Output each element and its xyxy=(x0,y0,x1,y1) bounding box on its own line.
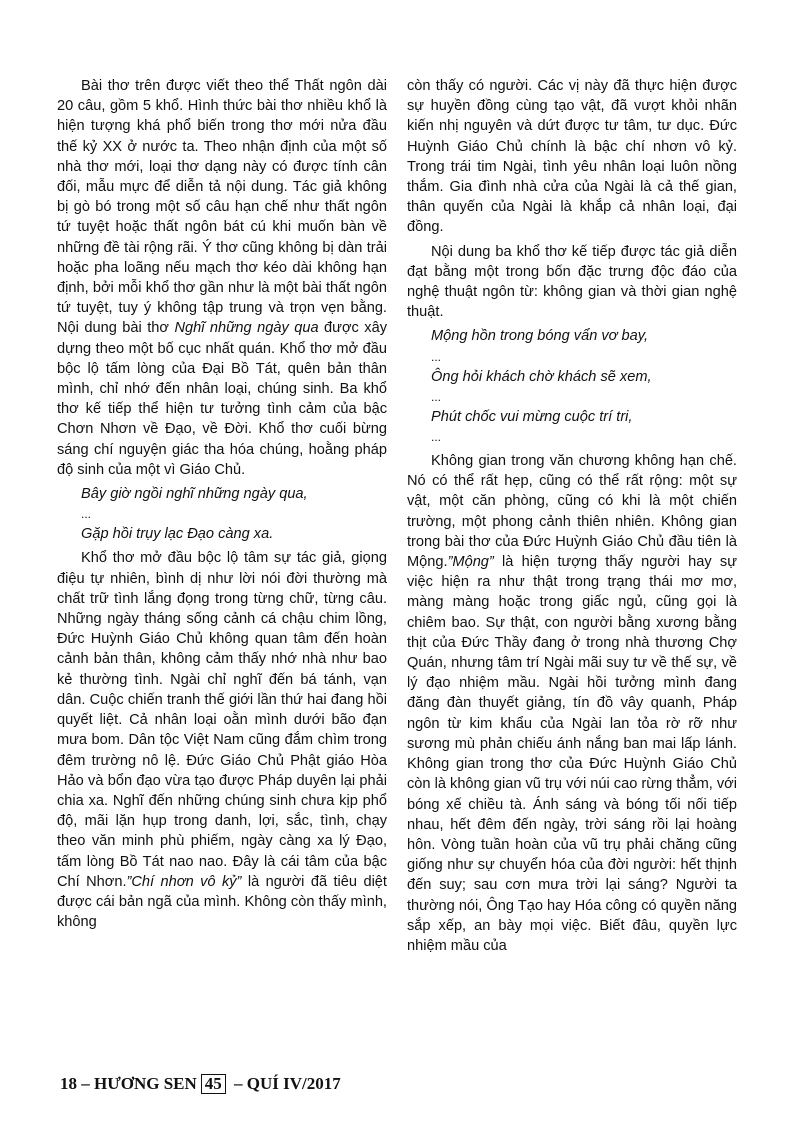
poem-title: Nghĩ những ngày qua xyxy=(174,320,319,337)
paragraph-first-stanza: Khổ thơ mở đầu bộc lộ tâm sự tác giả, giọng điệu tự nhiên, bình dị như lời nói đời thường mà chất trữ tình lắng đọng trong từng chữ, từng câu. Những ngày tháng sống cảnh cá chậu chim lồng, Đức Huỳnh Giáo Chủ không quan tâm đến hoàn cảnh bản thân, không cảm thấy nhớ nhà như bao kẻ thường tình. Ngài chỉ nghĩ đến bá tánh, vạn dân. Cuộc chiến tranh thế giới lần thứ hai đang hồi quyết liệt. Cả nhân loại oằn mình dưới bão đạn mưa bom. Dân tộc Việt Nam cũng đắm chìm trong đêm trường nô lệ. Đức Giáo Chủ Phật giáo Hòa Hảo và bổn đạo vừa tạo được Pháp duyên lại phải chia xa. Nghĩ đến những chúng sinh chưa kịp phổ độ, mãi lặn hụp trong danh, lợi, sắc, tình, chạy theo văn minh phù phiếm, ngày càng xa lý Đạo, tấm lòng Bồ Tát nao nao. Đây là cái tâm của bậc Chí Nhơn.”Chí nhơn vô kỷ” là người đã tiêu diệt được cái bản ngã của mình. Không còn thấy mình, không xyxy=(57,550,387,931)
page-number: 18 xyxy=(60,1074,77,1093)
left-column xyxy=(57,76,387,936)
paragraph-art-space-time: Nội dung ba khổ thơ kế tiếp được tác giả diễn đạt bằng một trong bốn đặc trưng độc đáo của nghệ thuật ngôn từ: không gian và thời gian nghệ thuật. xyxy=(407,243,737,321)
verse-line: Bây giờ ngồi nghĩ những ngày qua, xyxy=(81,486,308,503)
verse-line: Phút chốc vui mừng cuộc trí tri, xyxy=(431,408,633,425)
magazine-name: – HƯƠNG SEN xyxy=(77,1074,197,1093)
verse-line: Mộng hồn trong bóng vẩn vơ bay, xyxy=(431,328,649,345)
verse-line: Ông hỏi khách chờ khách sẽ xem, xyxy=(431,368,652,385)
verse-ellipsis: ... xyxy=(431,389,442,404)
right-column xyxy=(407,76,737,960)
paragraph-continued: còn thấy có người. Các vị này đã thực hiện được sự huyền đồng cùng tạo vật, đã vượt khỏi nhãn kiến nhị nguyên và dứt được tư tâm, tư dục. Đức Huỳnh Giáo Chủ chính là bậc chí nhơn vô kỷ. Trong trái tim Ngài, tình yêu nhân loại luôn nồng thắm. Gia đình nhà cửa của Ngài là cả thế gian, thân quyến của Ngài là khắp cả nhân loại, đại đồng. xyxy=(407,78,737,236)
paragraph-intro: Bài thơ trên được viết theo thể Thất ngôn dài 20 câu, gồm 5 khổ. Hình thức bài thơ nhiều khổ là hiện tượng khá phổ biến trong thơ mới nửa đầu thế kỷ XX ở nước ta. Theo nhận định của một số nhà thơ mới, loại thơ dạng này có được tính cân đối, mẫu mực để diễn tả nội dung. Tác giả không bị gò bó trong một số câu hạn chế như thất ngôn tứ tuyệt hoặc thất ngôn bát cú khi muốn bàn về những đề tài rộng rãi. Ý thơ cũng không bị dàn trải hoặc pha loãng nếu mạch thơ kéo dài không hạn định, bởi mỗi khổ thơ gần như là một bài thất ngôn tứ tuyệt, tuy ý không tập trung và trọn vẹn bằng. Nội dung bài thơ Nghĩ những ngày qua được xây dựng theo một bố cục nhất quán. Khổ thơ mở đầu bộc lộ tấm lòng của Đại Bồ Tát, quên bản thân mình, chỉ nhớ đến nhân loại, chúng sinh. Ba khổ thơ kế tiếp thể hiện tư tưởng tình cảm của bậc Chơn Nhơn về Đạo, về Đời. Khổ thơ cuối bừng sáng chí nguyện giác tha hóa chúng, hoằng pháp độ sinh của một vì Giáo Chủ. xyxy=(57,78,387,478)
issue-number: 45 xyxy=(201,1074,226,1094)
verse-ellipsis: ... xyxy=(431,430,442,445)
quote-italic: ”Chí nhơn vô kỷ” xyxy=(126,873,242,890)
verse-line: Gặp hồi trụy lạc Đạo càng xa. xyxy=(81,526,274,543)
paragraph-space: Không gian trong văn chương không hạn chế. Nó có thể rất hẹp, cũng có thể rất rộng: một sự vật, một căn phòng, cũng có khi là một chiến trường, một phong cảnh thiên nhiên. Không gian trong bài thơ của Đức Huỳnh Giáo Chủ đầu tiên là Mộng.”Mộng” là hiện tượng thấy người hay sự việc hiện ra như thật trong trạng thái mơ mơ, màng màng hoặc trong giấc ngủ, cũng gọi là chiêm bao. Sự thật, con người bằng xương bằng thịt của Đức Thầy đang ở trong nhà thương Chợ Quán, nhưng tâm trí Ngài mãi suy tư về thế sự, về lý đạo nhiệm mầu. Ngài hồi tưởng mình đang đăng đàn thuyết giảng, tín đồ vây quanh, Pháp ngôn từ kim khẩu của Ngài lan tỏa rờ rỡ như sương mù phản chiếu ánh nắng ban mai lấp lánh. Không gian trong thơ của Đức Huỳnh Giáo Chủ còn là không gian vũ trụ với núi cao rừng thẳm, với bóng xế chiều tà. Ánh sáng và bóng tối nối tiếp nhau, hết đêm đến ngày, trời sáng rồi lại hoàng hôn. Vòng tuần hoàn của vũ trụ phải chăng cũng giống như sự chuyển hóa của đời người: hết thịnh đến suy; sau cơn mưa trời lại sáng? Người ta thường nói, Ông Tạo hay Hóa công có quyền năng sắp xếp, an bày mọi việc. Biết đâu, quyền lực nhiệm mầu của xyxy=(407,453,737,954)
verse-ellipsis: ... xyxy=(431,349,442,364)
page-footer xyxy=(60,1074,341,1094)
quote-italic: ”Mộng” xyxy=(447,554,494,571)
verse-ellipsis: ... xyxy=(81,507,92,522)
issue-quarter: – QUÍ IV/2017 xyxy=(229,1074,341,1093)
